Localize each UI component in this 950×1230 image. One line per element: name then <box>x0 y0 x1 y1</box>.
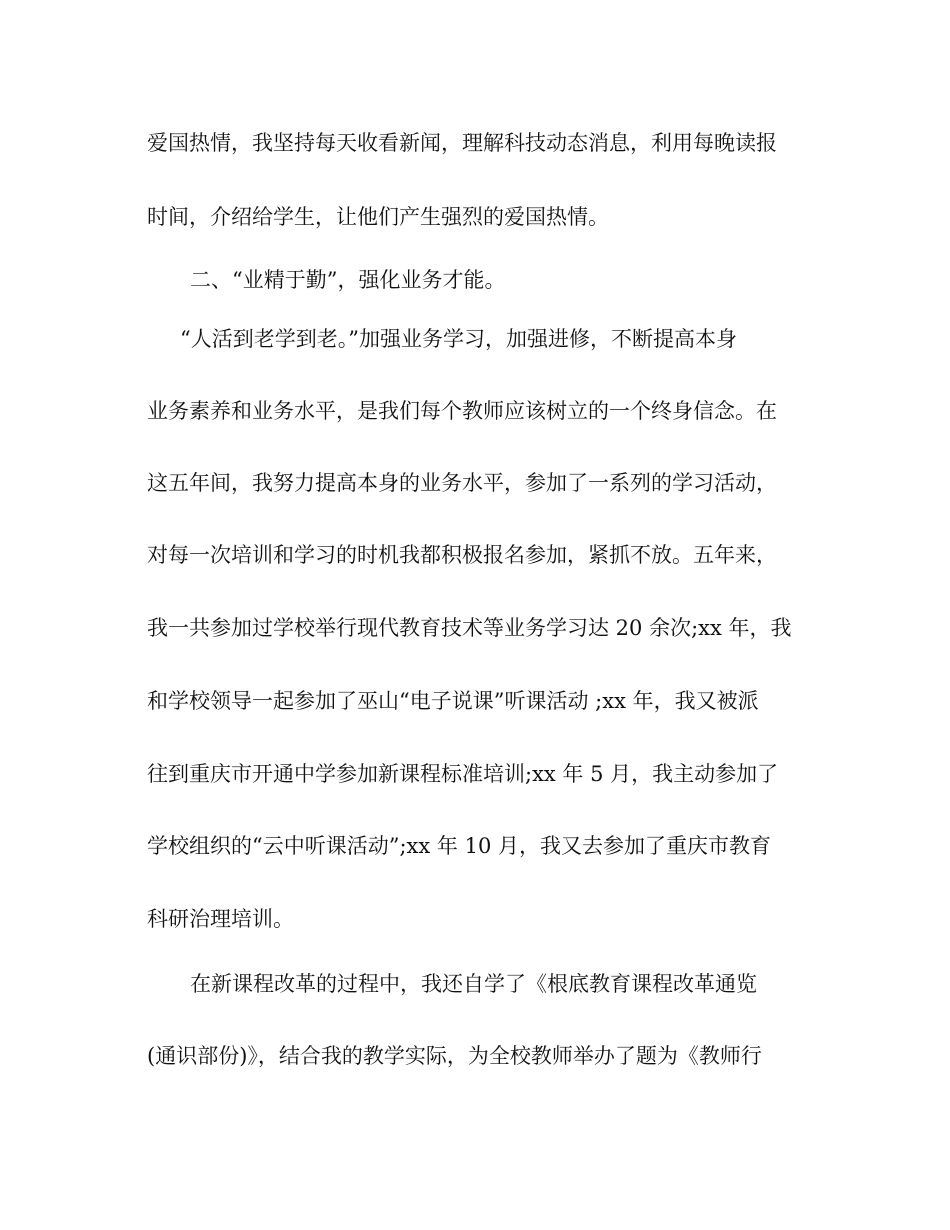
text-line: 往到重庆市开通中学参加新课程标准培训;xx 年 5 月，我主动参加了 <box>147 762 779 786</box>
text-line: 学校组织的“云中听课活动”;xx 年 10 月，我又去参加了重庆市教育 <box>147 834 771 858</box>
text-line: 时间，介绍给学生，让他们产生强烈的爱国热情。 <box>147 205 609 229</box>
text-line: 我一共参加过学校举行现代教育技术等业务学习达 20 余次;xx 年，我 <box>147 616 792 640</box>
text-line: 对每一次培训和学习的时机我都积极报名参加，紧抓不放。五年来， <box>147 543 777 567</box>
text-line: 这五年间，我努力提高本身的业务水平，参加了一系列的学习活动， <box>147 471 777 495</box>
text-line: 业务素养和业务水平，是我们每个教师应该树立的一个终身信念。在 <box>147 399 777 423</box>
section-heading: 二、“业精于勤”，强化业务才能。 <box>190 268 506 292</box>
text-line: 爱国热情，我坚持每天收看新闻，理解科技动态消息，利用每晚读报 <box>147 131 777 155</box>
text-line: 在新课程改革的过程中，我还自学了《根底教育课程改革通览 <box>190 972 757 996</box>
text-line: (通识部份)》，结合我的教学实际，为全校教师举办了题为《教师行 <box>147 1044 762 1068</box>
text-line: 科研治理培训。 <box>147 907 294 931</box>
text-line: “人活到老学到老。”加强业务学习，加强进修，不断提高本身 <box>180 327 737 351</box>
text-line: 和学校领导一起参加了巫山“电子说课”听课活动 ;xx 年，我又被派 <box>147 689 759 713</box>
